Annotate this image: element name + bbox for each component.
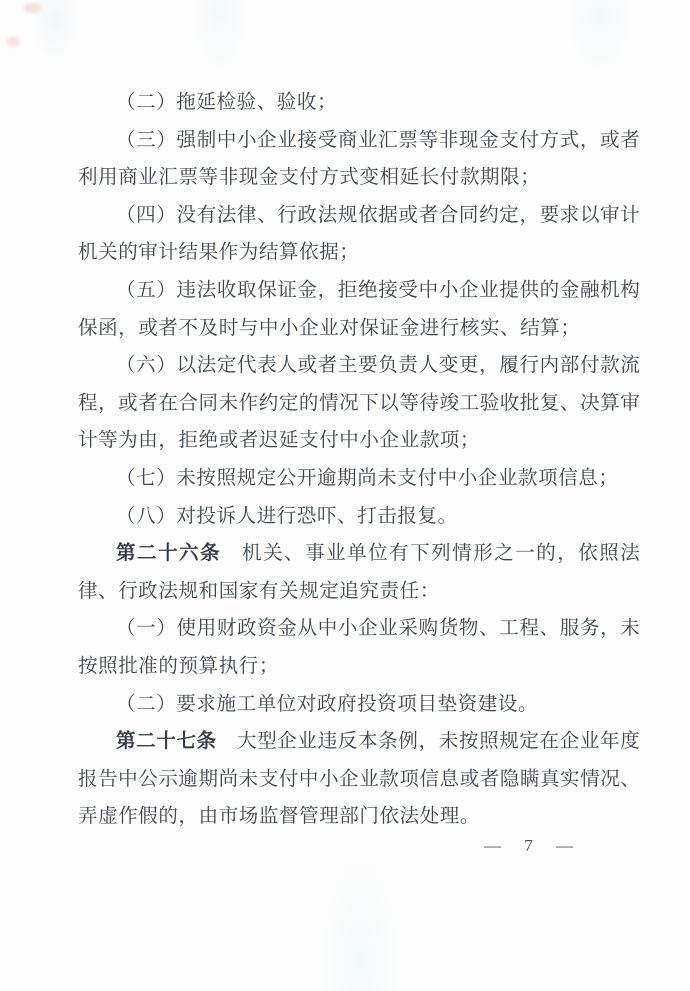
text-run: （八）对投诉人进行恐吓、打击报复。 [116, 505, 458, 527]
text-run: （一）使用财政资金从中小企业采购货物、工程、服务，未 [116, 618, 640, 640]
text-line [78, 460, 640, 498]
text-line [78, 648, 640, 686]
text-line [78, 498, 640, 536]
text-line [78, 122, 640, 160]
page-number: — 7 — [484, 836, 578, 855]
text-run: （七）未按照规定公开逾期尚未支付中小企业款项信息； [116, 467, 619, 489]
text-line [78, 197, 640, 235]
text-run: （四）没有法律、行政法规依据或者合同约定，要求以审计 [116, 204, 640, 226]
text-line [78, 272, 640, 310]
text-line [78, 347, 640, 385]
article-number: 第二十六条 [116, 543, 222, 565]
text-line [78, 723, 640, 761]
scan-smudge-mark [24, 3, 41, 13]
text-line [78, 422, 640, 460]
text-run: 机关的审计结果作为结算依据； [78, 242, 360, 264]
text-line [78, 159, 640, 197]
text-line [78, 84, 640, 122]
text-run: 律、行政法规和国家有关规定追究责任： [78, 580, 440, 602]
article-number: 第二十七条 [116, 731, 217, 753]
text-run: 报告中公示逾期尚未支付中小企业款项信息或者隐瞒真实情况、 [78, 768, 640, 790]
text-line [78, 234, 640, 272]
text-line [78, 761, 640, 799]
text-run: 弄虚作假的，由市场监督管理部门依法处理。 [78, 806, 481, 828]
text-run: 大型企业违反本条例，未按照规定在企业年度 [216, 731, 640, 753]
text-line [78, 686, 640, 724]
text-run: 机关、事业单位有下列情形之一的，依照法 [221, 543, 640, 565]
text-line [78, 535, 640, 573]
text-run: （二）拖延检验、验收； [116, 92, 338, 113]
text-line [78, 385, 640, 423]
text-run: （六）以法定代表人或者主要负责人变更，履行内部付款流 [116, 355, 640, 377]
scan-smudge-mark [7, 36, 20, 47]
text-line [78, 310, 640, 348]
text-run: （三）强制中小企业接受商业汇票等非现金支付方式，或者 [116, 129, 640, 151]
text-run: 利用商业汇票等非现金支付方式变相延长付款期限； [78, 167, 541, 189]
text-run: （五）违法收取保证金，拒绝接受中小企业提供的金融机构 [116, 279, 640, 301]
text-run: 程，或者在合同未作约定的情况下以等待竣工验收批复、决算审 [78, 392, 640, 414]
text-run: 保函，或者不及时与中小企业对保证金进行核实、结算； [78, 317, 581, 339]
text-line [78, 610, 640, 648]
text-run: （二）要求施工单位对政府投资项目垫资建设。 [116, 693, 539, 715]
text-line [78, 798, 640, 836]
text-line [78, 573, 640, 611]
text-run: 按照批准的预算执行； [78, 655, 280, 677]
text-run: 计等为由，拒绝或者迟延支付中小企业款项； [78, 430, 481, 452]
text-block [78, 84, 640, 836]
